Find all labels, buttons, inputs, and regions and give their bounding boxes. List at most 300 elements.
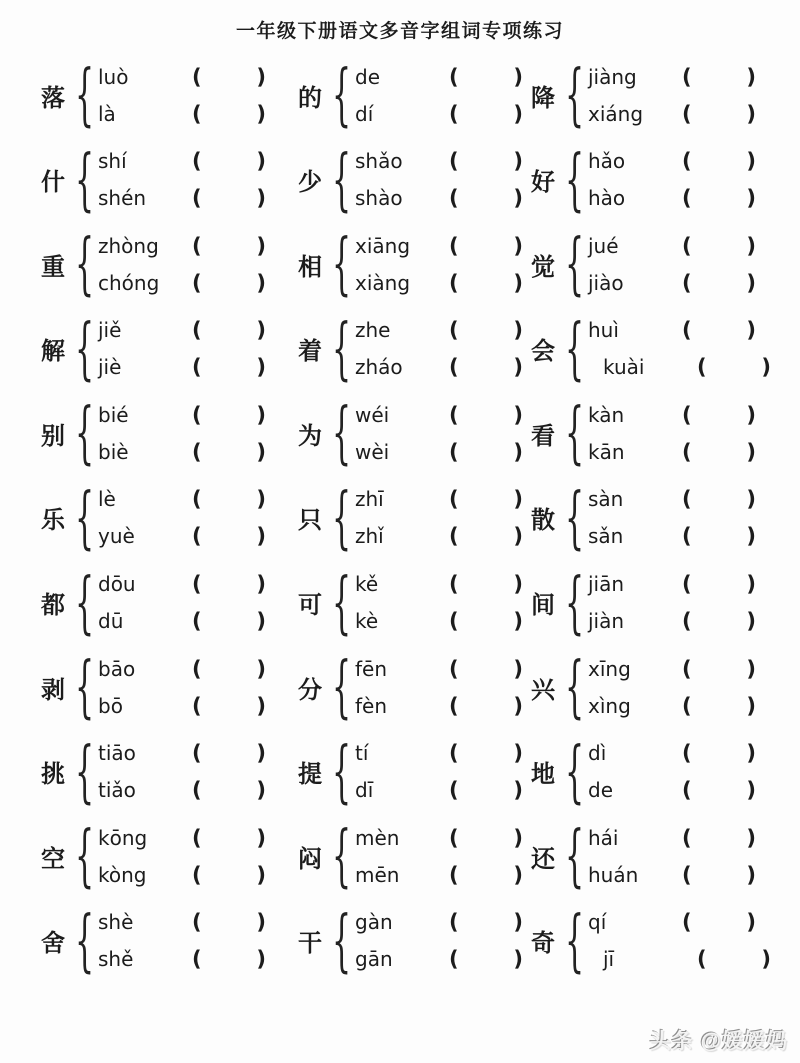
pinyin-reading: wéi [355,402,390,427]
polyphone-entry [526,222,772,307]
brace-glyph: { [332,816,352,896]
pinyin-reading: shě [98,947,134,972]
polyphone-entry [526,138,772,223]
paren-close: ) [513,910,523,935]
readings-group [580,231,772,298]
paren-close: ) [513,778,523,803]
pinyin-reading: huán [588,862,639,887]
readings-group [580,907,772,974]
chinese-character: 挑 [41,762,65,789]
reading-row [98,484,288,514]
brace-glyph: { [332,563,352,642]
reading-row [588,231,772,261]
answer-blank [192,440,266,464]
paren-close: ) [256,402,266,427]
chinese-character: 闷 [298,846,322,873]
chinese-character: 分 [298,677,322,704]
chinese-character: 空 [41,846,65,873]
brace-glyph: { [565,394,585,473]
paren-open: ( [682,64,692,89]
paren-open: ( [449,693,459,718]
answer-blank [682,524,756,548]
pinyin-reading: zhe [355,318,391,343]
answer-blank [449,65,523,89]
pinyin-reading: zhǐ [355,524,384,549]
answer-blank [449,741,523,765]
paren-close: ) [256,656,266,681]
paren-close: ) [256,910,266,935]
paren-open: ( [682,101,692,126]
paren-close: ) [746,318,756,343]
answer-blank [449,572,523,596]
readings-group [580,400,772,467]
answer-blank [192,186,266,210]
answer-blank [682,741,756,765]
pinyin-reading: sǎn [588,524,624,549]
pinyin-reading: kàn [588,402,625,427]
answer-blank [682,609,756,633]
chinese-character: 少 [298,170,322,197]
pinyin-reading: jué [588,233,619,258]
chinese-character: 舍 [41,931,65,958]
reading-row [588,400,772,430]
paren-open: ( [682,233,692,258]
answer-blank [449,657,523,681]
paren-open: ( [449,270,459,295]
answer-blank [192,487,266,511]
brace-glyph: { [75,56,95,135]
reading-row [98,691,288,721]
paren-open: ( [449,656,459,681]
paren-open: ( [449,318,459,343]
answer-blank [449,102,523,126]
readings-group [90,146,288,213]
reading-row [98,400,288,430]
readings-group [347,738,523,805]
pinyin-reading: jiàng [588,64,637,89]
paren-open: ( [449,233,459,258]
pinyin-reading: zhòng [98,233,159,258]
polyphone-entry [36,391,288,476]
brace-glyph: { [565,478,585,558]
brace-glyph: { [332,732,352,811]
polyphone-entry [526,814,772,899]
polyphone-entry [36,222,288,307]
answer-blank [449,609,523,633]
worksheet-grid [36,53,772,983]
polyphone-entry [526,898,772,983]
answer-blank [192,102,266,126]
chinese-character: 间 [531,593,555,620]
paren-open: ( [449,609,459,634]
polyphone-entry [293,53,521,138]
reading-row [355,606,523,636]
paren-close: ) [761,947,771,972]
answer-blank [192,65,266,89]
reading-row [588,183,772,213]
answer-blank [449,149,523,173]
readings-group [580,823,772,890]
pinyin-reading: hǎo [588,149,626,174]
reading-row [355,738,523,768]
paren-close: ) [746,778,756,803]
pinyin-reading: dōu [98,572,136,597]
paren-open: ( [449,862,459,887]
reading-row [588,860,772,890]
answer-blank [697,355,771,379]
paren-close: ) [256,270,266,295]
polyphone-entry [293,476,521,561]
pinyin-reading: là [98,101,116,126]
pinyin-reading: zhī [355,487,384,512]
chinese-character: 只 [298,508,322,535]
readings-group [90,62,288,129]
readings-group [347,484,523,551]
answer-blank [192,572,266,596]
paren-open: ( [192,609,202,634]
reading-row [588,775,772,805]
reading-row [98,775,288,805]
pinyin-reading: tiǎo [98,778,136,803]
polyphone-entry [36,476,288,561]
answer-blank [682,694,756,718]
reading-row [355,521,523,551]
paren-close: ) [746,862,756,887]
reading-row [355,944,523,974]
reading-row [355,146,523,176]
paren-open: ( [682,778,692,803]
polyphone-entry [293,729,521,814]
pinyin-reading: kè [355,609,379,634]
readings-group [347,907,523,974]
paren-open: ( [682,910,692,935]
chinese-character: 的 [298,85,322,112]
answer-blank [449,863,523,887]
paren-close: ) [746,524,756,549]
paren-close: ) [513,439,523,464]
paren-close: ) [513,656,523,681]
paren-close: ) [746,572,756,597]
paren-open: ( [682,149,692,174]
readings-group [580,62,772,129]
paren-open: ( [682,862,692,887]
paren-close: ) [513,270,523,295]
polyphone-entry [36,729,288,814]
answer-blank [449,355,523,379]
paren-open: ( [192,233,202,258]
polyphone-entry [293,138,521,223]
reading-row [98,315,288,345]
pinyin-reading: dí [355,101,374,126]
paren-open: ( [449,910,459,935]
polyphone-entry [526,645,772,730]
brace-glyph: { [75,563,95,642]
paren-open: ( [192,487,202,512]
reading-row [588,268,772,298]
answer-blank [697,947,771,971]
polyphone-entry [526,53,772,138]
paren-close: ) [513,233,523,258]
chinese-character: 着 [298,339,322,366]
watermark-credit: 头条 @嫒嫒妈 [649,1030,788,1053]
paren-close: ) [761,355,771,380]
answer-blank [192,149,266,173]
reading-row [98,231,288,261]
answer-blank [449,487,523,511]
reading-row [588,62,772,92]
paren-open: ( [192,64,202,89]
pinyin-reading: bāo [98,656,136,681]
paren-close: ) [513,572,523,597]
reading-row [588,315,772,345]
polyphone-entry [36,138,288,223]
pinyin-reading: xiāng [355,233,411,258]
reading-row [98,654,288,684]
answer-blank [682,318,756,342]
brace-glyph: { [565,56,585,135]
paren-open: ( [192,318,202,343]
pinyin-reading: jiào [588,270,624,295]
pinyin-reading: hào [588,186,626,211]
answer-blank [682,234,756,258]
reading-row [98,606,288,636]
polyphone-entry [293,391,521,476]
pinyin-reading: de [588,778,613,803]
pinyin-reading: dī [355,778,374,803]
readings-group [90,484,288,551]
answer-blank [682,572,756,596]
paren-close: ) [746,609,756,634]
brace-glyph: { [75,309,95,389]
reading-row [588,99,772,129]
answer-blank [449,826,523,850]
paren-open: ( [449,778,459,803]
brace-glyph: { [332,394,352,473]
paren-open: ( [192,355,202,380]
reading-row [588,352,772,382]
readings-group [580,654,772,721]
pinyin-reading: tí [355,741,369,766]
reading-row [98,99,288,129]
paren-open: ( [682,402,692,427]
paren-open: ( [449,101,459,126]
paren-open: ( [192,270,202,295]
pinyin-reading: biè [98,439,129,464]
chinese-character: 看 [531,423,555,450]
answer-blank [449,694,523,718]
polyphone-entry [293,645,521,730]
chinese-character: 可 [298,593,322,620]
paren-open: ( [449,572,459,597]
paren-close: ) [513,825,523,850]
pinyin-reading: gàn [355,910,393,935]
paren-close: ) [513,487,523,512]
pinyin-reading: fèn [355,693,388,718]
chinese-character: 相 [298,254,322,281]
brace-glyph: { [75,140,95,219]
paren-close: ) [256,778,266,803]
brace-glyph: { [332,225,352,304]
paren-close: ) [256,355,266,380]
pinyin-reading: kuài [603,355,645,380]
readings-group [347,823,523,890]
reading-row [355,231,523,261]
paren-open: ( [449,947,459,972]
polyphone-entry [293,814,521,899]
chinese-character: 都 [41,593,65,620]
readings-group [580,738,772,805]
paren-close: ) [256,186,266,211]
paren-close: ) [256,101,266,126]
paren-close: ) [513,402,523,427]
paren-close: ) [746,101,756,126]
polyphone-entry [526,307,772,392]
brace-glyph: { [565,563,585,642]
reading-row [588,944,772,974]
paren-open: ( [682,656,692,681]
chinese-character: 剥 [41,677,65,704]
pinyin-reading: xìng [588,693,631,718]
readings-group [580,315,772,382]
paren-open: ( [682,609,692,634]
answer-blank [192,524,266,548]
paren-close: ) [513,318,523,343]
paren-open: ( [697,355,707,380]
paren-open: ( [192,741,202,766]
readings-group [580,569,772,636]
answer-blank [192,947,266,971]
paren-open: ( [449,825,459,850]
paren-close: ) [746,402,756,427]
pinyin-reading: shén [98,186,147,211]
paren-open: ( [697,947,707,972]
answer-blank [682,102,756,126]
answer-blank [192,694,266,718]
reading-row [98,521,288,551]
readings-group [347,231,523,298]
paren-close: ) [513,524,523,549]
answer-blank [192,826,266,850]
paren-close: ) [746,693,756,718]
paren-close: ) [746,825,756,850]
polyphone-entry [526,560,772,645]
answer-blank [192,403,266,427]
answer-blank [682,863,756,887]
reading-row [355,823,523,853]
brace-glyph: { [332,478,352,558]
paren-close: ) [746,656,756,681]
worksheet-title: 一年级下册语文多音字组词专项练习 [235,21,564,42]
paren-open: ( [449,741,459,766]
answer-blank [192,910,266,934]
answer-blank [682,657,756,681]
paren-close: ) [256,947,266,972]
paren-open: ( [682,693,692,718]
paren-close: ) [256,572,266,597]
paren-open: ( [449,149,459,174]
reading-row [355,183,523,213]
answer-blank [682,826,756,850]
pinyin-reading: fēn [355,656,388,681]
answer-blank [449,440,523,464]
reading-row [98,437,288,467]
readings-group [347,315,523,382]
answer-blank [682,271,756,295]
answer-blank [449,403,523,427]
pinyin-reading: dū [98,609,124,634]
paren-open: ( [192,778,202,803]
answer-blank [192,318,266,342]
reading-row [355,62,523,92]
readings-group [90,823,288,890]
answer-blank [192,609,266,633]
polyphone-entry [293,560,521,645]
reading-row [588,569,772,599]
paren-close: ) [256,439,266,464]
paren-open: ( [192,862,202,887]
brace-glyph: { [332,901,352,980]
reading-row [98,569,288,599]
paren-close: ) [513,186,523,211]
answer-blank [682,149,756,173]
pinyin-reading: dì [588,741,607,766]
readings-group [347,62,523,129]
polyphone-entry [293,898,521,983]
brace-glyph: { [565,816,585,896]
reading-row [355,860,523,890]
readings-group [90,738,288,805]
chinese-character: 还 [531,846,555,873]
chinese-character: 好 [531,170,555,197]
pinyin-reading: xiàng [355,270,411,295]
reading-row [355,569,523,599]
brace-glyph: { [332,309,352,389]
pinyin-reading: de [355,64,380,89]
reading-row [588,691,772,721]
answer-blank [682,403,756,427]
answer-blank [192,863,266,887]
paren-open: ( [449,355,459,380]
paren-open: ( [192,693,202,718]
pinyin-reading: shè [98,910,134,935]
paren-close: ) [746,64,756,89]
polyphone-entry [36,307,288,392]
reading-row [98,738,288,768]
polyphone-entry [526,391,772,476]
readings-group [90,400,288,467]
brace-glyph: { [75,647,95,727]
reading-row [355,315,523,345]
pinyin-reading: mēn [355,862,400,887]
reading-row [588,437,772,467]
pinyin-reading: jiě [98,318,122,343]
reading-row [355,907,523,937]
pinyin-reading: kě [355,572,379,597]
polyphone-entry [36,53,288,138]
reading-row [98,62,288,92]
pinyin-reading: bié [98,402,129,427]
answer-blank [192,355,266,379]
paren-open: ( [449,64,459,89]
brace-glyph: { [565,225,585,304]
pinyin-reading: kòng [98,862,147,887]
paren-close: ) [256,825,266,850]
paren-open: ( [192,825,202,850]
pinyin-reading: shào [355,186,403,211]
brace-glyph: { [332,56,352,135]
reading-row [588,738,772,768]
pinyin-reading: xīng [588,656,631,681]
